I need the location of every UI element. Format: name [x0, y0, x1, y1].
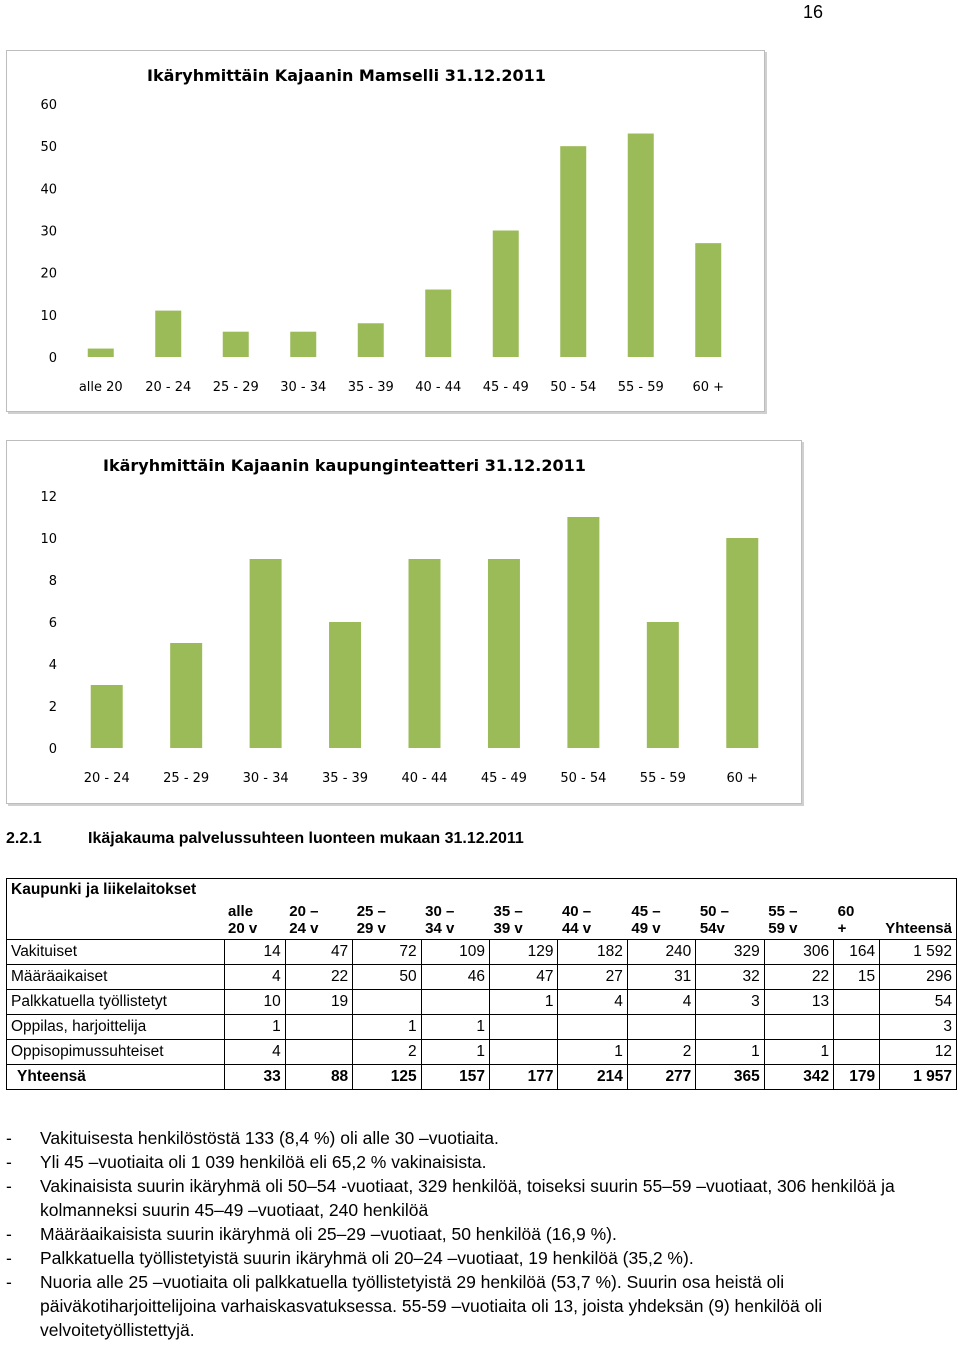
x-tick-label: 45 - 49	[480, 771, 527, 786]
bar	[560, 146, 586, 357]
y-tick-label: 2	[48, 700, 57, 715]
x-tick-label: 30 - 34	[280, 380, 327, 395]
table-cell: 1	[421, 1015, 489, 1040]
bar	[329, 622, 361, 748]
row-label: Palkkatuella työllistetyt	[7, 990, 225, 1015]
table-cell: 22	[764, 965, 833, 990]
y-tick-label: 30	[40, 224, 57, 240]
row-total: 12	[880, 1040, 957, 1065]
x-tick-label: 30 - 34	[242, 771, 289, 786]
table-cell: 19	[285, 990, 352, 1015]
bar	[628, 134, 654, 357]
bar	[91, 685, 123, 748]
table-cell: 1	[558, 1040, 627, 1065]
table-cell: 277	[627, 1065, 695, 1090]
bar	[155, 311, 181, 357]
bar	[726, 538, 758, 748]
table-cell: 2	[627, 1040, 695, 1065]
table-cell	[834, 1015, 880, 1040]
table-header-cell	[558, 901, 627, 940]
header-line-2: 54v	[699, 920, 725, 937]
table-cell: 33	[224, 1065, 285, 1090]
x-tick-label: 55 - 59	[639, 771, 686, 786]
chart-mamselli	[6, 50, 765, 412]
section-number: 2.2.1	[6, 830, 42, 847]
table-cell	[696, 1015, 764, 1040]
table-header-cell	[285, 901, 352, 940]
table-cell: 10	[224, 990, 285, 1015]
header-line-2: 20 v	[228, 920, 258, 937]
header-line-1: alle	[228, 903, 254, 920]
table-cell: 125	[353, 1065, 421, 1090]
table-cell	[627, 1015, 695, 1040]
x-tick-label: 25 - 29	[212, 380, 259, 395]
x-tick-label: 25 - 29	[163, 771, 210, 786]
table-header-cell	[224, 901, 285, 940]
header-line-2: +	[837, 920, 847, 937]
header-line-2: 59 v	[768, 920, 798, 937]
y-tick-label: 10	[40, 308, 57, 324]
x-tick-label: 40 - 44	[401, 771, 448, 786]
y-tick-label: 8	[48, 574, 57, 589]
table-cell	[285, 1015, 352, 1040]
note-text: Määräaikaisista suurin ikäryhmä oli 25–29 –vuotiaat, 50 henkilöä (16,9 %).	[40, 1224, 617, 1244]
bar	[695, 243, 721, 357]
table-cell: 1	[696, 1040, 764, 1065]
table-cell: 15	[834, 965, 880, 990]
table-header-cell	[421, 901, 489, 940]
bar	[425, 290, 451, 357]
table-cell: 1	[353, 1015, 421, 1040]
note-marker: -	[6, 1152, 12, 1172]
row-total: 54	[880, 990, 957, 1015]
chart-mamselli-svg	[7, 51, 764, 411]
row-total: 296	[880, 965, 957, 990]
header-line-1: 40 –	[561, 903, 592, 920]
chart-kaupunginteatteri	[6, 440, 802, 804]
x-tick-label: 45 - 49	[482, 380, 529, 395]
table-cell: 1	[490, 990, 558, 1015]
table-cell: 182	[558, 940, 627, 965]
note-marker: -	[6, 1248, 12, 1268]
table-cell	[558, 1015, 627, 1040]
bar	[358, 323, 384, 357]
table-cell: 47	[285, 940, 352, 965]
table-cell: 240	[627, 940, 695, 965]
header-line-1: 25 –	[356, 903, 386, 920]
note-item	[6, 1270, 906, 1342]
note-item	[6, 1126, 906, 1150]
x-tick-label: alle 20	[78, 380, 123, 395]
y-tick-label: 6	[48, 616, 57, 631]
y-tick-label: 0	[48, 351, 57, 366]
y-tick-label: 4	[48, 658, 57, 673]
bar	[290, 332, 316, 357]
age-distribution-table	[6, 878, 957, 1090]
table-cell: 31	[627, 965, 695, 990]
row-total: 1 592	[880, 940, 957, 965]
x-tick-label: 20 - 24	[145, 380, 192, 395]
y-tick-label: 40	[40, 182, 57, 198]
table-cell: 179	[834, 1065, 880, 1090]
table-cell: 1	[764, 1040, 833, 1065]
note-item	[6, 1174, 906, 1222]
x-tick-label: 20 - 24	[83, 771, 130, 786]
bar	[250, 559, 282, 748]
row-label: Vakituiset	[7, 940, 225, 965]
table-cell: 32	[696, 965, 764, 990]
y-tick-label: 60	[40, 98, 57, 113]
x-tick-label: 35 - 39	[322, 771, 369, 786]
table-cell: 1	[224, 1015, 285, 1040]
table-cell: 88	[285, 1065, 352, 1090]
table-cell: 27	[558, 965, 627, 990]
table-header-cell	[353, 901, 421, 940]
table-cell: 365	[696, 1065, 764, 1090]
table-cell: 214	[558, 1065, 627, 1090]
table-header-cell	[764, 901, 833, 940]
note-text: Vakinaisista suurin ikäryhmä oli 50–54 -vuotiaat, 329 henkilöä, toiseksi suurin 55–59 –vuotiaat, 306 henkilöä ja kolmanneksi suurin 45–49 –vuotiaat, 240 henkilöä	[40, 1176, 895, 1220]
note-text: Vakituisesta henkilöstöstä 133 (8,4 %) oli alle 30 –vuotiaita.	[40, 1128, 499, 1148]
row-label: Määräaikaiset	[7, 965, 225, 990]
bar	[647, 622, 679, 748]
bar	[567, 517, 599, 748]
header-line-1: 55 –	[768, 903, 798, 920]
table-cell: 47	[490, 965, 558, 990]
table-cell: 109	[421, 940, 489, 965]
table-cell: 22	[285, 965, 352, 990]
chart-kaupunginteatteri-svg	[7, 441, 801, 803]
table-cell: 14	[224, 940, 285, 965]
table-cell	[285, 1040, 352, 1065]
table-header-cell	[627, 901, 695, 940]
table-cell: 50	[353, 965, 421, 990]
row-total: 1 957	[880, 1065, 957, 1090]
chart-title: Ikäryhmittäin Kajaanin Mamselli 31.12.2011	[147, 66, 546, 85]
table-cell: 342	[764, 1065, 833, 1090]
header-line-1: 30 –	[425, 903, 455, 920]
section-title: Ikäjakauma palvelussuhteen luonteen mukaan 31.12.2011	[88, 830, 524, 847]
note-marker: -	[6, 1128, 12, 1148]
table-cell: 129	[490, 940, 558, 965]
table-cell: 4	[224, 965, 285, 990]
table-cell	[421, 990, 489, 1015]
table-caption: Kaupunki ja liikelaitokset	[7, 879, 957, 902]
bar	[488, 559, 520, 748]
table-cell: 4	[224, 1040, 285, 1065]
header-line-2: 29 v	[356, 920, 386, 937]
table-cell: 164	[834, 940, 880, 965]
note-marker: -	[6, 1176, 12, 1196]
table-cell: 177	[490, 1065, 558, 1090]
note-item	[6, 1150, 906, 1174]
header-line-1: 20 –	[289, 903, 319, 920]
table-cell: 329	[696, 940, 764, 965]
row-total: 3	[880, 1015, 957, 1040]
table-row	[7, 940, 957, 965]
table-header-empty	[7, 901, 225, 940]
header-line-2: 39 v	[493, 920, 523, 937]
header-line-2: 24 v	[289, 920, 319, 937]
table-header-cell	[834, 901, 880, 940]
table-header-row	[7, 901, 957, 940]
table-cell: 4	[627, 990, 695, 1015]
table-cell: 3	[696, 990, 764, 1015]
header-line-1: 50 –	[699, 903, 730, 920]
table-cell: 13	[764, 990, 833, 1015]
x-tick-label: 55 - 59	[617, 380, 664, 395]
table-cell	[834, 990, 880, 1015]
table-header-cell	[490, 901, 558, 940]
table-cell	[834, 1040, 880, 1065]
row-label: Oppilas, harjoittelija	[7, 1015, 225, 1040]
note-text: Palkkatuella työllistetyistä suurin ikäryhmä oli 20–24 –vuotiaat, 19 henkilöä (35,2 %).	[40, 1248, 694, 1268]
table-header-total: Yhteensä	[880, 901, 957, 940]
note-marker: -	[6, 1224, 12, 1244]
x-tick-label: 40 - 44	[415, 380, 462, 395]
table-total-row	[7, 1065, 957, 1090]
table-row	[7, 965, 957, 990]
table-cell: 306	[764, 940, 833, 965]
table-cell: 1	[421, 1040, 489, 1065]
note-text: Yli 45 –vuotiaita oli 1 039 henkilöä eli 65,2 % vakinaisista.	[40, 1152, 487, 1172]
x-tick-label: 50 - 54	[550, 380, 597, 395]
table-header-cell	[696, 901, 764, 940]
header-line-1: 35 –	[493, 903, 523, 920]
y-tick-label: 0	[48, 742, 57, 757]
y-tick-label: 12	[40, 490, 57, 505]
bar	[409, 559, 441, 748]
header-line-2: 44 v	[561, 920, 592, 937]
header-line-2: 49 v	[631, 920, 661, 937]
bar	[88, 349, 114, 357]
bar	[493, 231, 519, 358]
x-tick-label: 50 - 54	[560, 771, 607, 786]
chart-title: Ikäryhmittäin Kajaanin kaupunginteatteri 31.12.2011	[103, 456, 586, 475]
y-tick-label: 20	[40, 266, 57, 282]
table-row	[7, 1040, 957, 1065]
note-item	[6, 1246, 906, 1270]
row-label: Yhteensä	[7, 1065, 225, 1090]
bar	[170, 643, 202, 748]
table-cell	[353, 990, 421, 1015]
table-cell	[764, 1015, 833, 1040]
header-line-1: 60	[837, 903, 855, 920]
table-cell: 2	[353, 1040, 421, 1065]
note-item	[6, 1222, 906, 1246]
table-cell	[490, 1040, 558, 1065]
section-heading	[6, 830, 524, 848]
page-number: 16	[803, 2, 824, 22]
note-text: Nuoria alle 25 –vuotiaita oli palkkatuella työllistetyistä 29 henkilöä (53,7 %). Suurin osa heistä oli päiväkotiharjoittelijoina varhaiskasvatuksessa. 55-59 –vuotiaita oli 13, joista yhdeksän (9) henkilöä oli velvoitetyöllistettyjä.	[40, 1272, 823, 1340]
header-line-2: 34 v	[425, 920, 455, 937]
table-cell: 4	[558, 990, 627, 1015]
header-line-1: 45 –	[631, 903, 661, 920]
y-tick-label: 50	[40, 140, 57, 156]
x-tick-label: 60 +	[726, 771, 759, 786]
y-tick-label: 10	[40, 532, 57, 547]
notes-list	[6, 1126, 906, 1342]
x-tick-label: 60 +	[692, 380, 725, 395]
table-cell	[490, 1015, 558, 1040]
table-cell: 157	[421, 1065, 489, 1090]
row-label: Oppisopimussuhteiset	[7, 1040, 225, 1065]
note-marker: -	[6, 1272, 12, 1292]
bar	[223, 332, 249, 357]
table-row	[7, 1015, 957, 1040]
table-row	[7, 990, 957, 1015]
x-tick-label: 35 - 39	[347, 380, 394, 395]
table-cell: 72	[353, 940, 421, 965]
table-cell: 46	[421, 965, 489, 990]
